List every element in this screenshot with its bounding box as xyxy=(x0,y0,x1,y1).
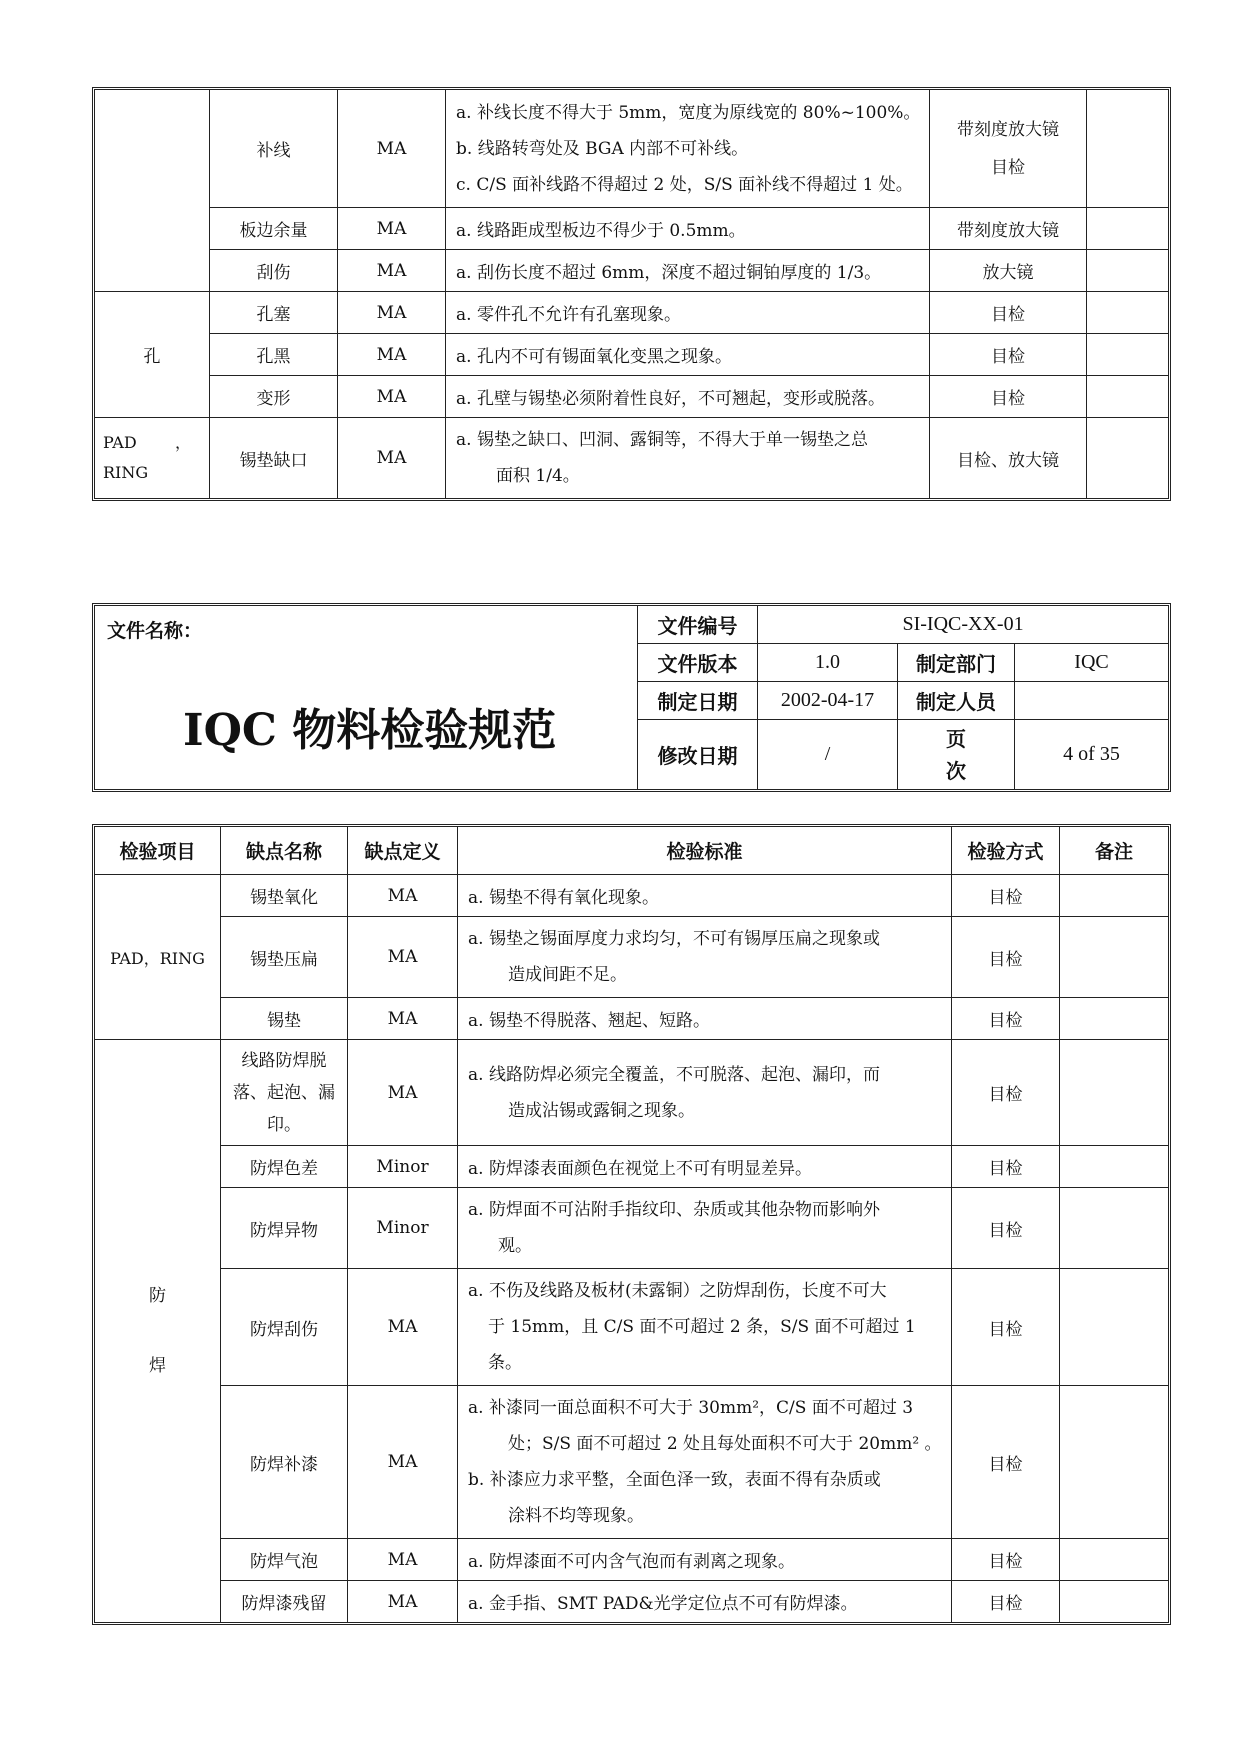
column-header: 缺点名称 xyxy=(221,827,348,875)
defect-name: 补线 xyxy=(210,90,338,208)
remark xyxy=(1060,1188,1169,1269)
standard-line: 涂料不均等现象。 xyxy=(508,1506,644,1526)
document-name-label: 文件名称： xyxy=(107,620,203,642)
defect-name: 锡垫压扁 xyxy=(221,917,348,998)
standard-line: a. 锡垫之锡面厚度力求均匀，不可有锡厚压扁之现象或 xyxy=(468,929,880,949)
defect-def: MA xyxy=(338,250,446,292)
defect-def: MA xyxy=(338,376,446,418)
defect-def: MA xyxy=(348,998,458,1040)
standard: a. 防焊漆面不可内含气泡而有剥离之现象。 xyxy=(458,1539,952,1581)
table-row xyxy=(95,1146,1169,1188)
date-label: 制定日期 xyxy=(638,682,758,720)
table-row xyxy=(95,875,1169,917)
group-label: PAD xyxy=(103,433,137,452)
remark xyxy=(1087,418,1169,499)
defect-name-line: 落、起泡、漏 xyxy=(233,1082,335,1103)
method: 目检 xyxy=(930,376,1087,418)
defect-def: MA xyxy=(338,334,446,376)
document-name-cell xyxy=(95,606,638,790)
inspection-table-continued xyxy=(94,89,1169,499)
standard: a. 线路距成型板边不得少于 0.5mm。 xyxy=(446,208,930,250)
remark xyxy=(1060,1269,1169,1386)
page-label-line: 次 xyxy=(946,758,966,783)
remark xyxy=(1087,250,1169,292)
standard-line: 条。 xyxy=(488,1353,522,1373)
table-row xyxy=(95,1581,1169,1623)
table-row xyxy=(95,292,1169,334)
standard-line: c. C/S 面补线路不得超过 2 处，S/S 面补线不得超过 1 处。 xyxy=(456,174,913,195)
method: 目检 xyxy=(952,998,1060,1040)
method: 目检 xyxy=(930,292,1087,334)
defect-name: 防焊补漆 xyxy=(221,1386,348,1539)
page-label xyxy=(898,720,1015,790)
remark xyxy=(1060,1581,1169,1623)
defect-name: 防焊异物 xyxy=(221,1188,348,1269)
standard-line: a. 防焊面不可沾附手指纹印、杂质或其他杂物而影响外 xyxy=(468,1200,880,1220)
standard-line: a. 锡垫之缺口、凹洞、露铜等，不得大于单一锡垫之总 xyxy=(456,430,868,450)
column-header: 备注 xyxy=(1060,827,1169,875)
method: 带刻度放大镜 xyxy=(930,208,1087,250)
remark xyxy=(1087,334,1169,376)
group-label: ， xyxy=(174,433,191,452)
group-cell xyxy=(95,1040,221,1623)
defect-name: 锡垫缺口 xyxy=(210,418,338,499)
modified-date-value: / xyxy=(758,720,898,790)
standard xyxy=(458,1040,952,1146)
standard-line: 造成间距不足。 xyxy=(508,965,627,985)
defect-name: 防焊漆残留 xyxy=(221,1581,348,1623)
remark xyxy=(1087,376,1169,418)
table-row xyxy=(95,418,1169,499)
group-cell xyxy=(95,90,210,292)
table-row xyxy=(95,1539,1169,1581)
defect-name: 板边余量 xyxy=(210,208,338,250)
remark xyxy=(1060,875,1169,917)
table-row xyxy=(95,1386,1169,1539)
table-row xyxy=(95,334,1169,376)
defect-def: Minor xyxy=(348,1146,458,1188)
doc-number-label: 文件编号 xyxy=(638,606,758,644)
method: 目检 xyxy=(930,334,1087,376)
standard-line: 观。 xyxy=(498,1236,532,1256)
version-value: 1.0 xyxy=(758,644,898,682)
standard xyxy=(458,1386,952,1539)
table-row xyxy=(95,998,1169,1040)
standard: a. 零件孔不允许有孔塞现象。 xyxy=(446,292,930,334)
method-line: 带刻度放大镜 xyxy=(957,119,1059,140)
method: 放大镜 xyxy=(930,250,1087,292)
group-label: RING xyxy=(103,463,149,482)
standard-line: b. 补漆应力求平整，全面色泽一致，表面不得有杂质或 xyxy=(468,1470,881,1490)
doc-number-value: SI-IQC-XX-01 xyxy=(758,606,1169,644)
standard: a. 金手指、SMT PAD&光学定位点不可有防焊漆。 xyxy=(458,1581,952,1623)
standard-line: a. 补线长度不得大于 5mm，宽度为原线宽的 80%~100%。 xyxy=(456,102,921,123)
group-cell: PAD，RING xyxy=(95,875,221,1040)
defect-name: 防焊色差 xyxy=(221,1146,348,1188)
remark xyxy=(1060,998,1169,1040)
group-label: 防 xyxy=(149,1286,166,1306)
author-value xyxy=(1015,682,1169,720)
method: 目检 xyxy=(952,1581,1060,1623)
group-cell xyxy=(95,418,210,499)
remark xyxy=(1060,1386,1169,1539)
defect-name: 防焊刮伤 xyxy=(221,1269,348,1386)
standard xyxy=(446,418,930,499)
standard-line: b. 线路转弯处及 BGA 内部不可补线。 xyxy=(456,138,749,159)
column-header: 检验项目 xyxy=(95,827,221,875)
defect-name: 变形 xyxy=(210,376,338,418)
department-label: 制定部门 xyxy=(898,644,1015,682)
defect-def: MA xyxy=(338,292,446,334)
defect-def: Minor xyxy=(348,1188,458,1269)
defect-name xyxy=(221,1040,348,1146)
defect-name-line: 线路防焊脱 xyxy=(241,1050,327,1071)
standard-line: a. 不伤及线路及板材(未露铜）之防焊刮伤，长度不可大 xyxy=(468,1281,887,1301)
standard: a. 孔内不可有锡面氧化变黑之现象。 xyxy=(446,334,930,376)
standard xyxy=(446,90,930,208)
standard-line: a. 补漆同一面总面积不可大于 30mm²，C/S 面不可超过 3 xyxy=(468,1398,914,1418)
method: 目检 xyxy=(952,1188,1060,1269)
defect-def: MA xyxy=(348,1269,458,1386)
group-cell: 孔 xyxy=(95,292,210,418)
document-header xyxy=(94,605,1169,790)
table-row xyxy=(95,917,1169,998)
defect-def: MA xyxy=(338,418,446,499)
remark xyxy=(1087,90,1169,208)
column-header: 缺点定义 xyxy=(348,827,458,875)
standard-line: 处；S/S 面不可超过 2 处且每处面积不可大于 20mm² 。 xyxy=(508,1434,942,1454)
table-row xyxy=(95,1040,1169,1146)
remark xyxy=(1060,1040,1169,1146)
defect-def: MA xyxy=(348,917,458,998)
page-title: IQC 物料检验规范 xyxy=(183,705,557,756)
defect-name-line: 印。 xyxy=(267,1114,301,1135)
standard: a. 锡垫不得脱落、翘起、短路。 xyxy=(458,998,952,1040)
remark xyxy=(1060,1146,1169,1188)
group-label: 焊 xyxy=(149,1356,166,1376)
remark xyxy=(1060,917,1169,998)
author-label: 制定人员 xyxy=(898,682,1015,720)
table-row xyxy=(95,1188,1169,1269)
method: 目检 xyxy=(952,1539,1060,1581)
method xyxy=(930,90,1087,208)
table-row xyxy=(95,90,1169,208)
standard-line: 造成沾锡或露铜之现象。 xyxy=(508,1100,695,1121)
column-header: 检验标准 xyxy=(458,827,952,875)
defect-name: 孔黑 xyxy=(210,334,338,376)
page-label-line: 页 xyxy=(946,726,966,751)
defect-def: MA xyxy=(348,1539,458,1581)
method: 目检 xyxy=(952,1146,1060,1188)
standard-line: 面积 1/4。 xyxy=(496,466,580,486)
method-line: 目检 xyxy=(991,157,1025,178)
remark xyxy=(1087,208,1169,250)
version-label: 文件版本 xyxy=(638,644,758,682)
standard xyxy=(458,1269,952,1386)
remark xyxy=(1087,292,1169,334)
page-number: 4 of 35 xyxy=(1015,720,1169,790)
defect-name: 锡垫氧化 xyxy=(221,875,348,917)
method: 目检 xyxy=(952,1040,1060,1146)
standard-line: a. 线路防焊必须完全覆盖，不可脱落、起泡、漏印，而 xyxy=(468,1064,880,1085)
defect-def: MA xyxy=(348,875,458,917)
column-header: 检验方式 xyxy=(952,827,1060,875)
table-header-row xyxy=(95,827,1169,875)
standard-line: 于 15mm，且 C/S 面不可超过 2 条，S/S 面不可超过 1 xyxy=(488,1317,916,1337)
standard: a. 锡垫不得有氧化现象。 xyxy=(458,875,952,917)
method: 目检 xyxy=(952,875,1060,917)
table-row xyxy=(95,250,1169,292)
defect-name: 孔塞 xyxy=(210,292,338,334)
modified-date-label: 修改日期 xyxy=(638,720,758,790)
date-value: 2002-04-17 xyxy=(758,682,898,720)
defect-def: MA xyxy=(348,1040,458,1146)
standard xyxy=(458,1188,952,1269)
standard: a. 孔壁与锡垫必须附着性良好，不可翘起，变形或脱落。 xyxy=(446,376,930,418)
standard: a. 防焊漆表面颜色在视觉上不可有明显差异。 xyxy=(458,1146,952,1188)
method: 目检、放大镜 xyxy=(930,418,1087,499)
table-row xyxy=(95,208,1169,250)
defect-name: 刮伤 xyxy=(210,250,338,292)
defect-def: MA xyxy=(348,1386,458,1539)
defect-name: 防焊气泡 xyxy=(221,1539,348,1581)
table-row xyxy=(95,376,1169,418)
method: 目检 xyxy=(952,917,1060,998)
table-row xyxy=(95,1269,1169,1386)
method: 目检 xyxy=(952,1269,1060,1386)
defect-def: MA xyxy=(338,208,446,250)
standard xyxy=(458,917,952,998)
method: 目检 xyxy=(952,1386,1060,1539)
remark xyxy=(1060,1539,1169,1581)
defect-def: MA xyxy=(348,1581,458,1623)
defect-name: 锡垫 xyxy=(221,998,348,1040)
defect-def: MA xyxy=(338,90,446,208)
inspection-table xyxy=(94,826,1169,1623)
standard: a. 刮伤长度不超过 6mm，深度不超过铜铂厚度的 1/3。 xyxy=(446,250,930,292)
department-value: IQC xyxy=(1015,644,1169,682)
